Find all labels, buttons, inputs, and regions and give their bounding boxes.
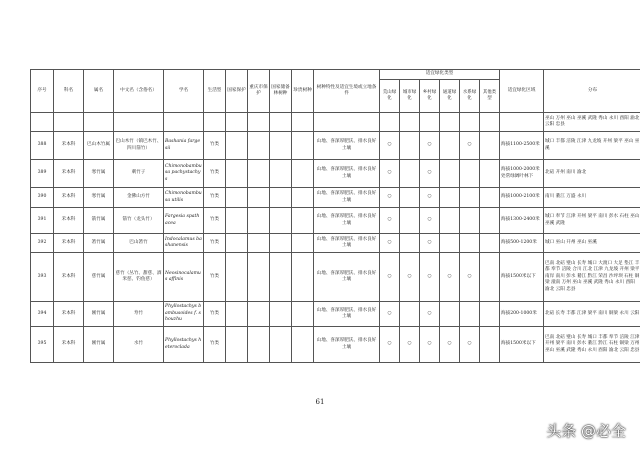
life-form-cell: 竹类	[204, 208, 226, 234]
rare-cell	[292, 253, 314, 302]
family-cell: 禾本科	[54, 188, 84, 208]
green-type-mark: ○	[380, 160, 400, 188]
rare-cell	[292, 132, 314, 160]
cn-name-cell: 寿竹	[114, 302, 164, 327]
seq-cell: 393	[31, 253, 54, 302]
rare-cell	[292, 327, 314, 363]
cn-name-cell: 箭竹（龙头竹）	[114, 208, 164, 234]
genus-cell: 箭竹属	[84, 208, 114, 234]
nat-protect-cell	[226, 253, 248, 302]
green-type-mark	[460, 160, 480, 188]
table-row	[31, 327, 640, 363]
family-cell: 禾本科	[54, 160, 84, 188]
green-type-mark	[400, 188, 420, 208]
genus-cell: 刚竹属	[84, 302, 114, 327]
traits-cell: 山地、喜深厚肥沃、排水良好土壤	[314, 253, 380, 302]
region-cell: 海拔1300-2400米	[500, 208, 544, 234]
genus-cell: 寒竹属	[84, 160, 114, 188]
green-type-mark: ○	[420, 234, 440, 253]
green-type-mark	[480, 234, 500, 253]
genus-cell: 刚竹属	[84, 327, 114, 363]
traits-cell: 山地、喜深厚肥沃、排水良好土壤	[314, 302, 380, 327]
header-cq-protect: 重庆市保护	[248, 70, 270, 113]
nat-reserve-cell	[270, 160, 292, 188]
life-form-cell: 竹类	[204, 302, 226, 327]
green-type-mark	[400, 160, 420, 188]
green-type-mark	[400, 132, 420, 160]
green-type-mark	[480, 253, 500, 302]
seq-cell: 395	[31, 327, 54, 363]
green-type-mark: ○	[380, 208, 400, 234]
sci-name-cell: Indocalamus bashanensis	[164, 234, 204, 253]
dist-cell: 北碚 开州 南川 渝北	[544, 160, 640, 188]
table-row	[31, 253, 640, 302]
header-family: 科名	[54, 70, 84, 113]
traits-cell: 山地、喜深厚肥沃、排水良好土壤	[314, 188, 380, 208]
green-type-mark: ○	[380, 132, 400, 160]
green-type-mark: ○	[380, 188, 400, 208]
green-type-mark	[440, 188, 460, 208]
cq-protect-cell	[248, 208, 270, 234]
green-type-mark	[440, 302, 460, 327]
dist-cell: 城口 丰都 涪陵 江津 九龙坡 开州 梁平 巫山 巫溪	[544, 132, 640, 160]
life-form-cell: 竹类	[204, 253, 226, 302]
green-type-mark: ○	[400, 253, 420, 302]
region-cell: 海拔200-1000米	[500, 302, 544, 327]
traits-cell: 山地、喜深厚肥沃、排水良好土壤	[314, 132, 380, 160]
dist-cell: 巫山 万州 巫山 巫溪 武隆 秀山 永川 酉阳 渝北 云阳 忠县	[544, 113, 640, 132]
green-type-mark: ○	[440, 253, 460, 302]
cn-name-cell: 金佛山方竹	[114, 188, 164, 208]
header-rare: 珍贵树种	[292, 70, 314, 113]
cq-protect-cell	[248, 132, 270, 160]
table-row	[31, 208, 640, 234]
green-type-mark	[440, 160, 460, 188]
nat-reserve-cell	[270, 234, 292, 253]
header-region: 适宜绿化区域	[500, 70, 544, 113]
nat-reserve-cell	[270, 188, 292, 208]
green-type-mark: ○	[460, 253, 480, 302]
family-cell: 禾本科	[54, 234, 84, 253]
green-type-mark	[480, 302, 500, 327]
life-form-cell: 竹类	[204, 327, 226, 363]
rare-cell	[292, 160, 314, 188]
nat-reserve-cell	[270, 302, 292, 327]
sci-name-cell: Fargesia spathacea	[164, 208, 204, 234]
table-row-continued	[31, 113, 640, 132]
header-genus: 属名	[84, 70, 114, 113]
rare-cell	[292, 188, 314, 208]
species-table	[30, 69, 640, 363]
nat-reserve-cell	[270, 253, 292, 302]
nat-protect-cell	[226, 208, 248, 234]
green-type-mark	[440, 132, 460, 160]
green-type-mark	[440, 208, 460, 234]
cn-name-cell: 刺竹子	[114, 160, 164, 188]
header-green-type: 水系绿化	[460, 80, 480, 113]
genus-cell: 寒竹属	[84, 188, 114, 208]
green-type-mark: ○	[420, 160, 440, 188]
genus-cell: 慈竹属	[84, 253, 114, 302]
sci-name-cell: Chimonobambusa pachystachys	[164, 160, 204, 188]
region-cell: 海拔1100-2500米	[500, 132, 544, 160]
header-green-type: 乡村绿化	[420, 80, 440, 113]
table-row	[31, 188, 640, 208]
table-row	[31, 234, 640, 253]
green-type-mark: ○	[400, 327, 420, 363]
seq-cell: 390	[31, 188, 54, 208]
cq-protect-cell	[248, 302, 270, 327]
green-type-mark	[480, 188, 500, 208]
header-green-type: 通道绿化	[440, 80, 460, 113]
seq-cell: 392	[31, 234, 54, 253]
nat-protect-cell	[226, 234, 248, 253]
life-form-cell: 竹类	[204, 188, 226, 208]
life-form-cell: 竹类	[204, 234, 226, 253]
nat-protect-cell	[226, 160, 248, 188]
green-type-mark	[480, 208, 500, 234]
header-green-type: 其他类型	[480, 80, 500, 113]
green-type-mark	[480, 132, 500, 160]
green-type-mark	[460, 302, 480, 327]
green-type-mark	[400, 208, 420, 234]
cq-protect-cell	[248, 160, 270, 188]
green-type-mark	[480, 327, 500, 363]
region-cell: 海拔1000-2000米处常绿阔叶林下	[500, 160, 544, 188]
family-cell: 禾本科	[54, 208, 84, 234]
family-cell: 禾本科	[54, 327, 84, 363]
table-row	[31, 160, 640, 188]
traits-cell: 山地、喜深厚肥沃、排水良好土壤	[314, 160, 380, 188]
sci-name-cell: Phyllostachys bambusoides f. shouzhu	[164, 302, 204, 327]
green-type-mark: ○	[380, 302, 400, 327]
green-type-mark	[460, 188, 480, 208]
green-type-mark: ○	[420, 302, 440, 327]
region-cell: 海拔1500米以下	[500, 327, 544, 363]
life-form-cell: 竹类	[204, 160, 226, 188]
green-type-mark	[460, 208, 480, 234]
header-cn-name: 中文名（含俗名）	[114, 70, 164, 113]
green-type-mark	[440, 234, 460, 253]
sci-name-cell: Phyllostachys heteroclada	[164, 327, 204, 363]
family-cell: 禾本科	[54, 302, 84, 327]
table-row	[31, 132, 640, 160]
header-nat-reserve: 国家储备林树种	[270, 70, 292, 113]
cn-name-cell: 巴山箬竹	[114, 234, 164, 253]
green-type-mark: ○	[380, 327, 400, 363]
seq-cell: 388	[31, 132, 54, 160]
nat-protect-cell	[226, 302, 248, 327]
green-type-mark	[480, 160, 500, 188]
green-type-mark: ○	[420, 327, 440, 363]
header-nat-protect: 国家保护	[226, 70, 248, 113]
green-type-mark: ○	[380, 234, 400, 253]
cq-protect-cell	[248, 234, 270, 253]
header-traits: 树种特性及适宜生境或立地条件	[314, 70, 380, 113]
family-cell: 禾本科	[54, 253, 84, 302]
nat-reserve-cell	[270, 327, 292, 363]
dist-cell: 南川 綦江 万盛 永川	[544, 188, 640, 208]
header-seq: 序号	[31, 70, 54, 113]
traits-cell: 山地、喜深厚肥沃、排水良好土壤	[314, 327, 380, 363]
watermark: 头条 @必全	[546, 422, 626, 440]
traits-cell: 山地、喜深厚肥沃、排水良好土壤	[314, 234, 380, 253]
green-type-mark: ○	[460, 327, 480, 363]
genus-cell: 箬竹属	[84, 234, 114, 253]
header-green-type: 荒山绿化	[380, 80, 400, 113]
sci-name-cell: Neosinocalamus affinis	[164, 253, 204, 302]
seq-cell: 394	[31, 302, 54, 327]
seq-cell: 389	[31, 160, 54, 188]
region-cell: 海拔1500米以下	[500, 253, 544, 302]
traits-cell: 山地、喜深厚肥沃、排水良好土壤	[314, 208, 380, 234]
green-type-mark: ○	[420, 253, 440, 302]
dist-cell: 巴南 北碚 璧山 长寿 城口 丰都 奉节 涪陵 江津 开州 梁平 南川 彭水 綦江 黔江 石柱 铜梁 万州 巫山 巫溪 武隆 秀山 永川 酉阳 渝北 云阳 忠县	[544, 327, 640, 363]
dist-cell: 城口 奉节 江津 开州 梁平 南川 彭水 石柱 巫山 巫溪 武隆	[544, 208, 640, 234]
dist-cell: 巴南 北碚 璧山 长寿 城口 大渡口 大足 垫江 丰都 奉节 涪陵 合川 江北 江津 九龙坡 开州 梁平 南岸 南川 彭水 綦江 黔江 荣昌 沙坪坝 石柱 铜梁 潼南 万州 巫山 巫溪 武隆 秀山 永川 酉阳 渝北 云阳 忠县	[544, 253, 640, 302]
family-cell: 禾本科	[54, 132, 84, 160]
rare-cell	[292, 234, 314, 253]
sci-name-cell: Chimonobambusa utilis	[164, 188, 204, 208]
green-type-mark	[400, 234, 420, 253]
rare-cell	[292, 208, 314, 234]
nat-protect-cell	[226, 188, 248, 208]
cq-protect-cell	[248, 253, 270, 302]
region-cell: 海拔500-1200米	[500, 234, 544, 253]
dist-cell: 北碚 长寿 丰都 江津 梁平 南川 铜梁 永川 云阳	[544, 302, 640, 327]
header-dist: 分布	[544, 70, 640, 113]
header-life-form: 生活型	[204, 70, 226, 113]
cn-name-cell: 慈竹（丛竹、甜慈、酒米慈、钓鱼慈）	[114, 253, 164, 302]
nat-protect-cell	[226, 132, 248, 160]
green-type-mark: ○	[460, 132, 480, 160]
nat-reserve-cell	[270, 208, 292, 234]
nat-protect-cell	[226, 327, 248, 363]
table-row	[31, 302, 640, 327]
header-sci-name: 学名	[164, 70, 204, 113]
page-number: 61	[315, 398, 325, 406]
green-type-mark: ○	[420, 132, 440, 160]
green-type-mark	[460, 234, 480, 253]
rare-cell	[292, 302, 314, 327]
cn-name-cell: 巴山木竹（镇巴木竹、四川箭竹）	[114, 132, 164, 160]
green-type-mark: ○	[440, 327, 460, 363]
cn-name-cell: 水竹	[114, 327, 164, 363]
seq-cell: 391	[31, 208, 54, 234]
green-type-mark	[400, 302, 420, 327]
region-cell: 海拔1000-2100米	[500, 188, 544, 208]
cq-protect-cell	[248, 327, 270, 363]
header-green-type: 城市绿化	[400, 80, 420, 113]
cq-protect-cell	[248, 188, 270, 208]
sci-name-cell: Bashania fargesii	[164, 132, 204, 160]
life-form-cell: 竹类	[204, 132, 226, 160]
genus-cell: 巴山木竹属	[84, 132, 114, 160]
green-type-mark: ○	[380, 253, 400, 302]
header-green-group: 适宜绿化类型	[380, 70, 500, 80]
green-type-mark: ○	[420, 188, 440, 208]
nat-reserve-cell	[270, 132, 292, 160]
dist-cell: 城口 巫山 开州 巫山 巫溪	[544, 234, 640, 253]
green-type-mark: ○	[420, 208, 440, 234]
